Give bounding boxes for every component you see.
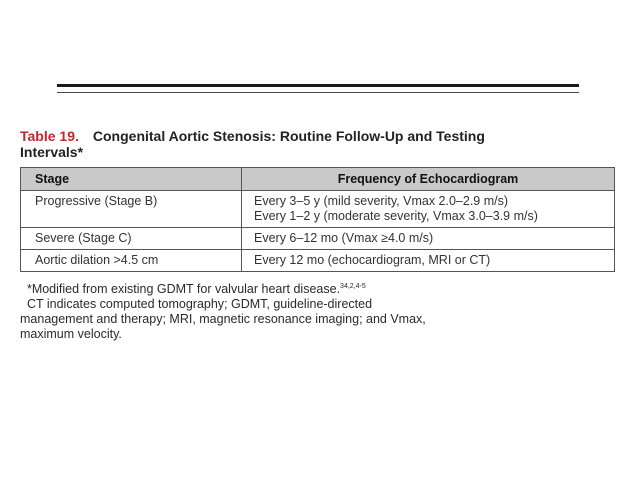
table-notes [20, 282, 620, 342]
frequency-cell [242, 191, 615, 228]
abbreviations-text: CT indicates computed tomography; GDMT, guideline-directed [26, 297, 373, 311]
frequency-cell [242, 250, 615, 272]
frequency-line: Every 12 mo (echocardiogram, MRI or CT) [254, 253, 491, 267]
frequency-line: Every 6–12 mo (Vmax ≥4.0 m/s) [254, 231, 434, 245]
footnote-text: *Modified from existing GDMT for valvular heart disease. [26, 282, 341, 296]
table-title-text-cont: Intervals* [20, 144, 84, 160]
table-row [21, 191, 615, 228]
stage-cell: Progressive (Stage B) [21, 191, 242, 228]
stage-cell: Severe (Stage C) [21, 228, 242, 250]
table-header-row [21, 168, 615, 191]
table-row [21, 250, 615, 272]
top-rule [57, 84, 579, 87]
stage-cell: Aortic dilation >4.5 cm [21, 250, 242, 272]
table-row [21, 228, 615, 250]
table-number: Table 19. [20, 128, 79, 144]
footnote-reference: 34,2,4-5 [340, 282, 366, 290]
frequency-line: Every 1–2 y (moderate severity, Vmax 3.0–3.9 m/s) [254, 209, 538, 223]
frequency-line: Every 3–5 y (mild severity, Vmax 2.0–2.9 m/s) [254, 194, 509, 208]
abbreviations-line [20, 297, 620, 312]
abbreviations-line: management and therapy; MRI, magnetic resonance imaging; and Vmax, [20, 312, 426, 326]
frequency-cell [242, 228, 615, 250]
follow-up-table [20, 167, 615, 272]
header-stage: Stage [21, 168, 242, 191]
header-frequency: Frequency of Echocardiogram [242, 168, 615, 191]
table-title-text: Congenital Aortic Stenosis: Routine Follow-Up and Testing [92, 128, 485, 144]
table-title [20, 128, 620, 160]
top-rule-underline [57, 92, 579, 93]
footnote [20, 282, 620, 297]
abbreviations-line: maximum velocity. [20, 327, 122, 341]
